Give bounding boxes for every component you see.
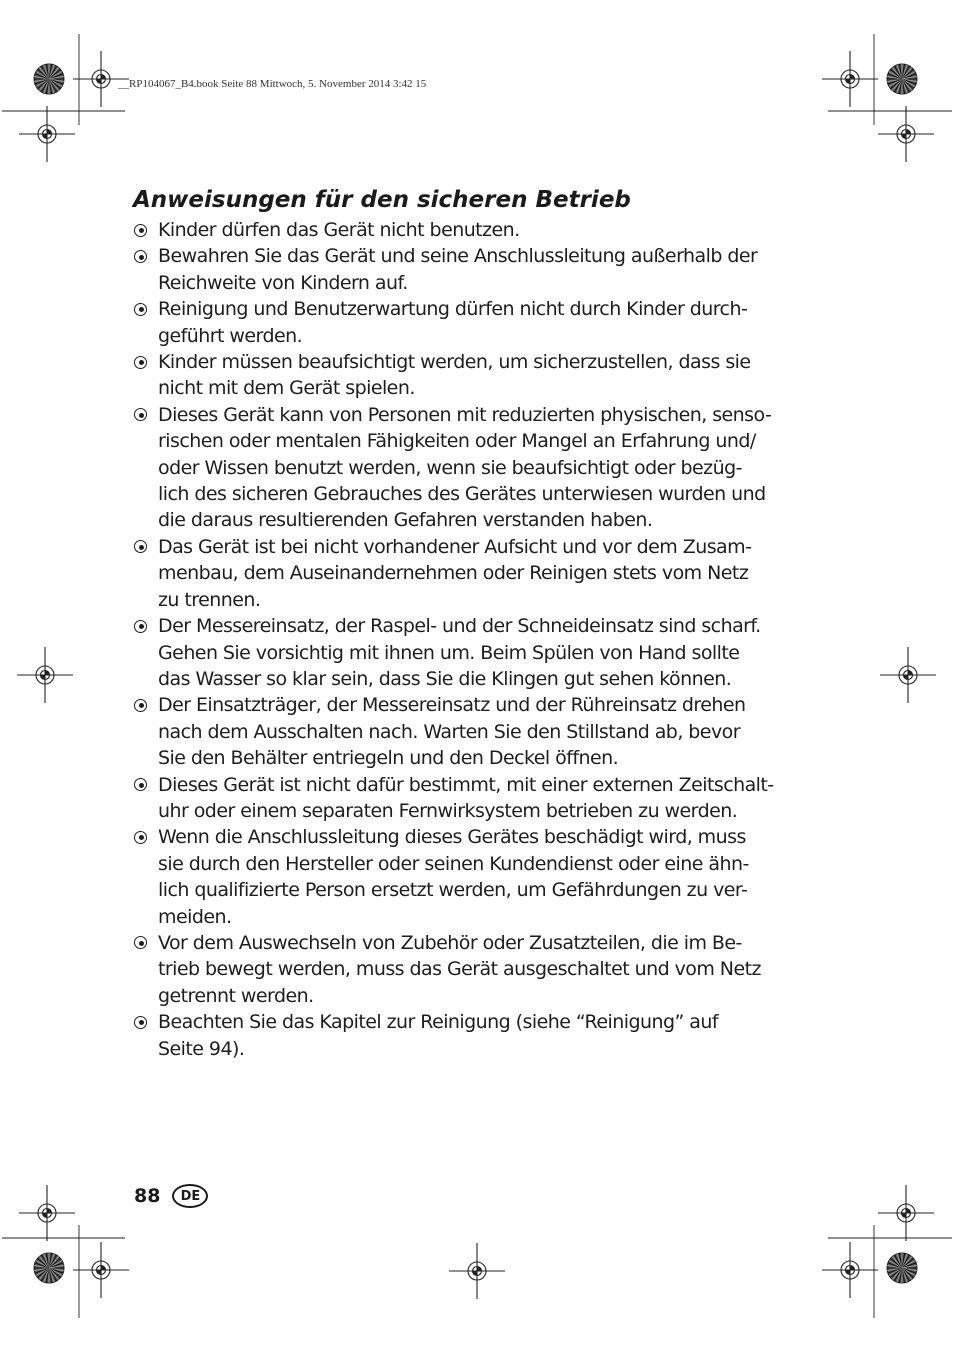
color-bar-starburst-icon bbox=[887, 64, 917, 94]
section-title: Anweisungen für den sicheren Betrieb bbox=[133, 187, 631, 213]
text-line: sie durch den Hersteller oder seinen Kundendienst oder eine ähn- bbox=[158, 852, 749, 875]
text-line: Dieses Gerät ist nicht dafür bestimmt, mit einer externen Zeitschalt- bbox=[158, 773, 774, 796]
text-line: Gehen Sie vorsichtig mit ihnen um. Beim Spülen von Hand sollte bbox=[158, 641, 740, 664]
list-item-text bbox=[158, 824, 749, 930]
color-bar-starburst-icon bbox=[34, 64, 64, 94]
page-number: 88 bbox=[134, 1185, 161, 1207]
list-item-text bbox=[158, 772, 774, 825]
bullet-icon bbox=[133, 402, 158, 428]
list-item-text bbox=[158, 296, 747, 349]
text-line: Wenn die Anschlussleitung dieses Gerätes beschädigt wird, muss bbox=[158, 826, 746, 849]
text-line: Das Gerät ist bei nicht vorhandener Aufsicht und vor dem Zusam- bbox=[158, 535, 752, 558]
list-item bbox=[133, 243, 813, 296]
color-bar-starburst-icon bbox=[887, 1253, 917, 1283]
bullet-icon bbox=[133, 534, 158, 560]
text-line: Der Messereinsatz, der Raspel- und der Schneideinsatz sind scharf. bbox=[158, 615, 761, 638]
text-line: menbau, dem Auseinandernehmen oder Reinigen stets vom Netz bbox=[158, 562, 749, 585]
list-item bbox=[133, 692, 813, 771]
text-line: Beachten Sie das Kapitel zur Reinigung (siehe “Reinigung” auf bbox=[158, 1011, 718, 1034]
bullet-icon bbox=[133, 217, 158, 243]
text-line: rischen oder mentalen Fähigkeiten oder Mangel an Erfahrung und/ bbox=[158, 430, 756, 453]
text-line: geführt werden. bbox=[158, 324, 303, 347]
list-item-text bbox=[158, 349, 751, 402]
text-line: Kinder müssen beaufsichtigt werden, um sicherzustellen, dass sie bbox=[158, 351, 751, 374]
list-item bbox=[133, 930, 813, 1009]
list-item bbox=[133, 402, 813, 534]
print-header-line: __RP104067_B4.book Seite 88 Mittwoch, 5. November 2014 3:42 15 bbox=[118, 78, 427, 90]
list-item-text bbox=[158, 217, 520, 243]
list-item bbox=[133, 772, 813, 825]
registration-mark-icon bbox=[73, 1242, 129, 1298]
bullet-icon bbox=[133, 772, 158, 798]
text-line: nicht mit dem Gerät spielen. bbox=[158, 377, 415, 400]
text-line: Reichweite von Kindern auf. bbox=[158, 271, 408, 294]
registration-mark-icon bbox=[880, 647, 936, 703]
text-line: Reinigung und Benutzerwartung dürfen nicht durch Kinder durch- bbox=[158, 298, 748, 321]
text-line: lich des sicheren Gebrauches des Gerätes unterwiesen wurden und bbox=[158, 483, 766, 506]
list-item bbox=[133, 824, 813, 930]
registration-mark-icon bbox=[449, 1243, 505, 1299]
text-line: trieb bewegt werden, muss das Gerät ausgeschaltet und vom Netz bbox=[158, 958, 761, 981]
text-line: Bewahren Sie das Gerät und seine Anschlussleitung außerhalb der bbox=[158, 245, 758, 268]
list-item bbox=[133, 349, 813, 402]
registration-mark-icon bbox=[17, 647, 73, 703]
text-line: Der Einsatzträger, der Messereinsatz und der Rühreinsatz drehen bbox=[158, 694, 746, 717]
text-line: getrennt werden. bbox=[158, 984, 314, 1007]
list-item bbox=[133, 296, 813, 349]
text-line: das Wasser so klar sein, dass Sie die Klingen gut sehen können. bbox=[158, 667, 732, 690]
list-item-text bbox=[158, 692, 745, 771]
text-line: Kinder dürfen das Gerät nicht benutzen. bbox=[158, 219, 520, 241]
list-item bbox=[133, 217, 813, 243]
text-line: nach dem Ausschalten nach. Warten Sie den Stillstand ab, bevor bbox=[158, 720, 740, 743]
list-item bbox=[133, 1009, 813, 1062]
text-line: oder Wissen benutzt werden, wenn sie beaufsichtigt oder bezüg- bbox=[158, 456, 742, 479]
text-line: lich qualifizierte Person ersetzt werden, um Gefährdungen zu ver- bbox=[158, 879, 748, 902]
registration-mark-icon bbox=[878, 1185, 934, 1241]
color-bar-starburst-icon bbox=[34, 1253, 64, 1283]
text-line: uhr oder einem separaten Fernwirksystem betrieben zu werden. bbox=[158, 799, 738, 822]
bullet-icon bbox=[133, 1009, 158, 1035]
text-line: Dieses Gerät kann von Personen mit reduzierten physischen, senso- bbox=[158, 403, 772, 426]
list-item-text bbox=[158, 243, 757, 296]
bullet-icon bbox=[133, 930, 158, 956]
registration-mark-icon bbox=[19, 106, 75, 162]
text-line: die daraus resultierenden Gefahren verstanden haben. bbox=[158, 509, 653, 532]
bullet-icon bbox=[133, 824, 158, 850]
list-item bbox=[133, 534, 813, 613]
text-line: Sie den Behälter entriegeln und den Deckel öffnen. bbox=[158, 747, 619, 770]
language-badge: DE bbox=[172, 1184, 208, 1208]
text-line: Seite 94). bbox=[158, 1037, 245, 1060]
bullet-icon bbox=[133, 613, 158, 639]
list-item-text bbox=[158, 402, 771, 534]
list-item-text bbox=[158, 1009, 718, 1062]
bullet-icon bbox=[133, 296, 158, 322]
list-item-text bbox=[158, 534, 751, 613]
registration-mark-icon bbox=[822, 51, 878, 107]
bullet-icon bbox=[133, 243, 158, 269]
list-item-text bbox=[158, 613, 761, 692]
safety-instructions-list bbox=[133, 217, 813, 1062]
registration-mark-icon bbox=[822, 1242, 878, 1298]
text-line: meiden. bbox=[158, 905, 232, 928]
list-item-text bbox=[158, 930, 761, 1009]
registration-mark-icon bbox=[19, 1185, 75, 1241]
page-footer bbox=[134, 1181, 208, 1211]
text-line: Vor dem Auswechseln von Zubehör oder Zusatzteilen, die im Be- bbox=[158, 931, 742, 954]
bullet-icon bbox=[133, 349, 158, 375]
text-line: zu trennen. bbox=[158, 588, 261, 611]
registration-mark-icon bbox=[878, 106, 934, 162]
list-item bbox=[133, 613, 813, 692]
bullet-icon bbox=[133, 692, 158, 718]
